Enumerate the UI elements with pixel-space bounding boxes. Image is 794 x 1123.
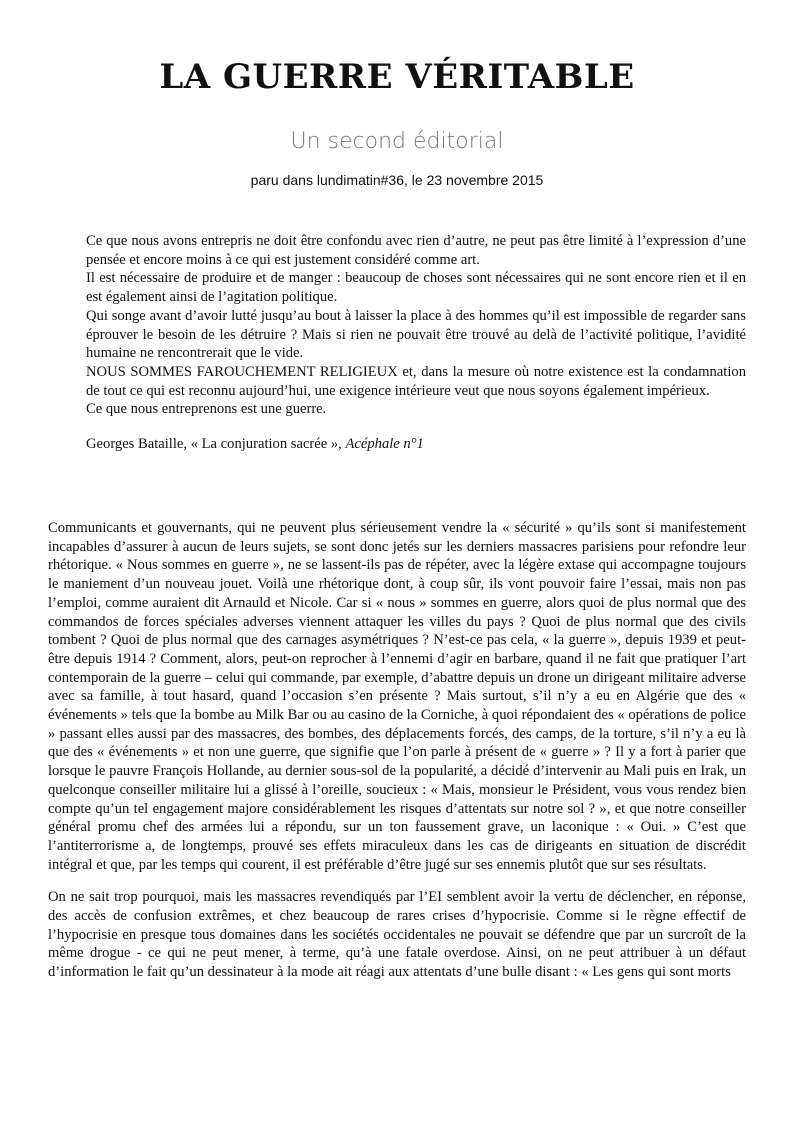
epigraph-line: NOUS SOMMES FAROUCHEMENT RELIGIEUX et, dans la mesure où notre existence est la condamnation de tout ce qui est reconnu aujourd’hui, une exigence intérieure veut que nous soyons également impérieux.: [86, 363, 746, 399]
attribution-author: Georges Bataille, « La conjuration sacrée »,: [86, 436, 346, 453]
publication-info: paru dans lundimatin#36, le 23 novembre 2015: [250, 172, 544, 188]
epigraph-quote: [86, 232, 746, 454]
article-body: [48, 519, 746, 996]
epigraph-attribution: [86, 435, 746, 454]
epigraph-line: Ce que nous entreprenons est une guerre.: [86, 401, 327, 418]
article-subtitle: Un second éditorial: [290, 129, 504, 154]
article-title: LA GUERRE VÉRITABLE: [159, 57, 635, 97]
attribution-source: Acéphale n°1: [345, 436, 424, 453]
epigraph-line: Ce que nous avons entrepris ne doit être confondu avec rien d’autre, ne peut pas être limité à l’expression d’une pensée et encore moins à ce qui est justement considéré comme art.: [86, 233, 746, 268]
body-paragraph: On ne sait trop pourquoi, mais les massacres revendiqués par l’EI semblent avoir la vertu de déclencher, en réponse, des accès de confusion extrêmes, et chez beaucoup de rares crises d’hypocrisie. Comme si le règne effectif de l’hypocrisie en presque tous domaines dans les sociétés occidentales ne pouvait se défendre que par un surcroît de la même drogue - ce qui ne peut mener, à terme, qu’à une fatale overdose. Ainsi, on ne peut attribuer à un défaut d’information le fait qu’un dessinateur à la mode ait réagi aux attentats d’une bulle disant : « Les gens qui sont morts: [48, 889, 746, 981]
epigraph-line: Qui songe avant d’avoir lutté jusqu’au bout à laisser la place à des hommes qu’il est impossible de regarder sans éprouver le besoin de les détruire ? Mais si rien ne pouvait être trouvé au delà de l’activité politique, l’avidité humaine ne rencontrerait que le vide.: [86, 307, 746, 362]
body-paragraph: Communicants et gouvernants, qui ne peuvent plus sérieusement vendre la « sécurité » qu’ils sont si manifestement incapables d’assurer à aucun de leurs sujets, se sont donc jetés sur les derniers massacres parisiens pour refondre leur rhétorique. « Nous sommes en guerre », ne se lassent-ils pas de répéter, avec la légère extase qui accompagne toujours le maniement d’un nouveau jouet. Voilà une rhétorique dont, à coup sûr, ils vont pouvoir faire l’essai, mais non pas l’emploi, comme auraient dit Arnauld et Nicole. Car si « nous » sommes en guerre, alors quoi de plus normal que des commandos de forces spéciales adverses viennent attaquer les villes du pays ? Quoi de plus normal que des civils tombent ? Quoi de plus normal que des carnages asymétriques ? N’est-ce pas cela, « la guerre », depuis 1939 et peut-être depuis 1914 ? Comment, alors, peut-on reprocher à l’ennemi d’agir en barbare, quand il ne fait que pratiquer l’art contemporain de la guerre – celui qui commande, par exemple, d’abattre depuis un drone un dirigeant militaire adverse avec sa famille, à tout hasard, quand l’occasion s’en présente ? Mais surtout, s’il n’y a eu en Algérie que des « événements » tels que la bombe au Milk Bar ou au casino de la Corniche, à quoi répondaient des « opérations de police » passant elles aussi par des massacres, des bombes, des déplacements forcés, des camps, de la torture, s’il n’y a eu là que des « événements » et non une guerre, que signifie que l’on parle à présent de « guerre » ? Il y a fort à parier que lorsque le pauvre François Hollande, au dernier sous-sol de la popularité, a décidé d’intervenir au Mali puis en Irak, un quelconque conseiller militaire lui a glissé à l’oreille, soucieux : « Mais, monsieur le Président, vous vous rendez bien compte qu’un tel engagement majore considérablement les risques d’attentats sur notre sol ? », et que notre conseiller général promu chef des armées lui a répondu, sur un ton faussement grave, un laconique : « Oui. » C’est que l’antiterrorisme a, de longtemps, prouvé ses effets miraculeux dans les cas de dirigeants en situation de discrédit intégral et que, par les temps qui courent, il est préférable d’être jugé sur ses ennemis plutôt que sur ses résultats.: [48, 520, 746, 873]
epigraph-line: Il est nécessaire de produire et de manger : beaucoup de choses sont nécessaires qui ne sont encore rien et il en est également ainsi de l’agitation politique.: [86, 270, 746, 306]
